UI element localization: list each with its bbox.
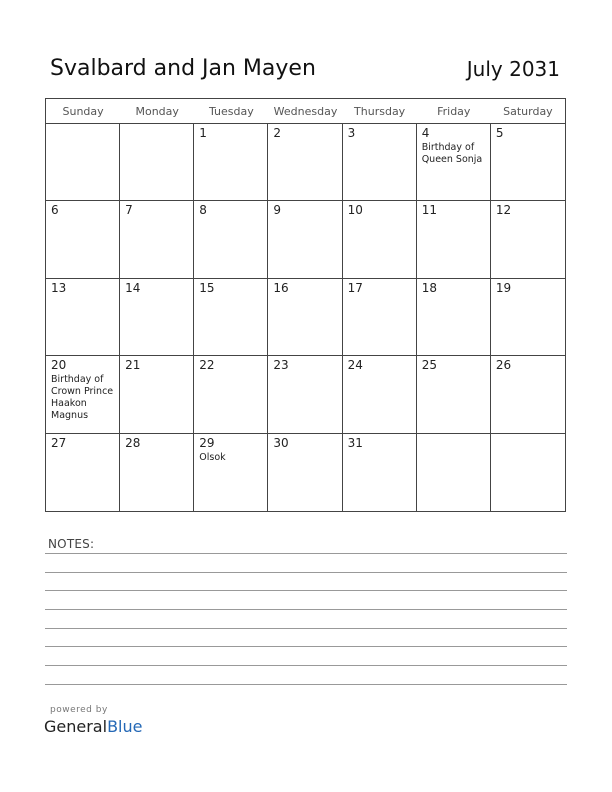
- day-number: 24: [347, 358, 363, 373]
- day-grid: [46, 124, 565, 511]
- weekday-monday: Monday: [135, 105, 179, 118]
- day-cell-8: [194, 201, 268, 278]
- day-number: 3: [347, 126, 356, 140]
- day-cell-12: [491, 201, 565, 278]
- day-number: 17: [347, 280, 363, 295]
- day-cell-1: [194, 124, 268, 201]
- day-cell-7: [120, 201, 194, 278]
- day-cell-5: [491, 124, 565, 201]
- day-cell-9: [268, 201, 342, 278]
- day-cell-27: [46, 434, 120, 511]
- day-number: 15: [199, 280, 215, 295]
- day-cell-23: [268, 356, 342, 433]
- day-number: 5: [495, 126, 504, 140]
- empty-day-cell: [417, 434, 491, 511]
- day-number: 1: [199, 126, 207, 140]
- day-cell-3: [343, 124, 417, 201]
- notes-line: [45, 572, 567, 573]
- day-cell-4: [417, 124, 491, 201]
- weekday-header-row: [46, 99, 565, 124]
- day-number: 13: [51, 280, 67, 295]
- day-number: 20: [51, 358, 67, 373]
- day-cell-20: [46, 356, 120, 433]
- day-cell-15: [194, 279, 268, 356]
- day-number: 4: [421, 126, 430, 140]
- day-cell-31: [343, 434, 417, 511]
- calendar-month: July 2031: [466, 57, 560, 81]
- notes-line: [45, 665, 567, 666]
- holiday-label: Birthday of Queen Sonja: [421, 142, 483, 165]
- day-cell-11: [417, 201, 491, 278]
- day-cell-18: [417, 279, 491, 356]
- day-cell-10: [343, 201, 417, 278]
- day-cell-14: [120, 279, 194, 356]
- day-number: 25: [421, 358, 437, 373]
- day-number: 9: [273, 203, 282, 218]
- day-number: 23: [273, 358, 289, 373]
- weekday-thursday: Thursday: [354, 105, 406, 118]
- day-number: 26: [495, 358, 512, 373]
- day-cell-13: [46, 279, 120, 356]
- notes-line: [45, 553, 567, 554]
- notes-line: [45, 646, 567, 647]
- weekday-saturday: Saturday: [503, 105, 553, 118]
- day-number: 6: [51, 203, 59, 218]
- day-cell-28: [120, 434, 194, 511]
- weekday-wednesday: Wednesday: [273, 105, 338, 118]
- day-number: 12: [495, 203, 512, 218]
- day-number: 14: [125, 280, 141, 295]
- day-number: 19: [495, 280, 512, 295]
- logo-general: General: [44, 717, 108, 736]
- day-number: 27: [51, 435, 67, 450]
- holiday-label: Olsok: [199, 451, 226, 463]
- notes-line: [45, 609, 567, 610]
- day-number: 30: [273, 435, 289, 450]
- empty-day-cell: [120, 124, 194, 201]
- day-number: 10: [347, 203, 363, 218]
- notes-label: NOTES:: [48, 537, 95, 551]
- notes-line: [45, 590, 567, 591]
- day-number: 7: [125, 203, 133, 218]
- powered-by-text: powered by: [50, 705, 108, 715]
- empty-day-cell: [46, 124, 120, 201]
- day-number: 16: [273, 280, 289, 295]
- day-cell-29: [194, 434, 268, 511]
- day-cell-21: [120, 356, 194, 433]
- day-number: 29: [199, 435, 215, 450]
- day-cell-30: [268, 434, 342, 511]
- day-number: 21: [125, 358, 141, 373]
- empty-day-cell: [491, 434, 565, 511]
- day-number: 31: [347, 435, 363, 450]
- day-cell-26: [491, 356, 565, 433]
- day-number: 11: [421, 203, 437, 218]
- day-number: 8: [199, 203, 207, 218]
- day-number: 2: [273, 126, 282, 140]
- weekday-sunday: Sunday: [62, 105, 104, 118]
- day-cell-16: [268, 279, 342, 356]
- day-cell-24: [343, 356, 417, 433]
- weekday-tuesday: Tuesday: [208, 105, 254, 118]
- calendar-title: Svalbard and Jan Mayen: [50, 56, 316, 81]
- calendar-grid: [45, 98, 566, 512]
- day-cell-19: [491, 279, 565, 356]
- day-cell-25: [417, 356, 491, 433]
- day-cell-2: [268, 124, 342, 201]
- day-cell-6: [46, 201, 120, 278]
- day-cell-22: [194, 356, 268, 433]
- day-number: 18: [421, 280, 437, 295]
- day-number: 22: [199, 358, 215, 373]
- day-number: 28: [125, 435, 141, 450]
- generalblue-logo: [44, 717, 142, 736]
- notes-line: [45, 628, 567, 629]
- logo-blue: Blue: [107, 717, 143, 736]
- notes-line: [45, 684, 567, 685]
- day-cell-17: [343, 279, 417, 356]
- weekday-friday: Friday: [437, 105, 471, 118]
- holiday-label: Birthday of Crown Prince Haakon Magnus: [51, 374, 114, 422]
